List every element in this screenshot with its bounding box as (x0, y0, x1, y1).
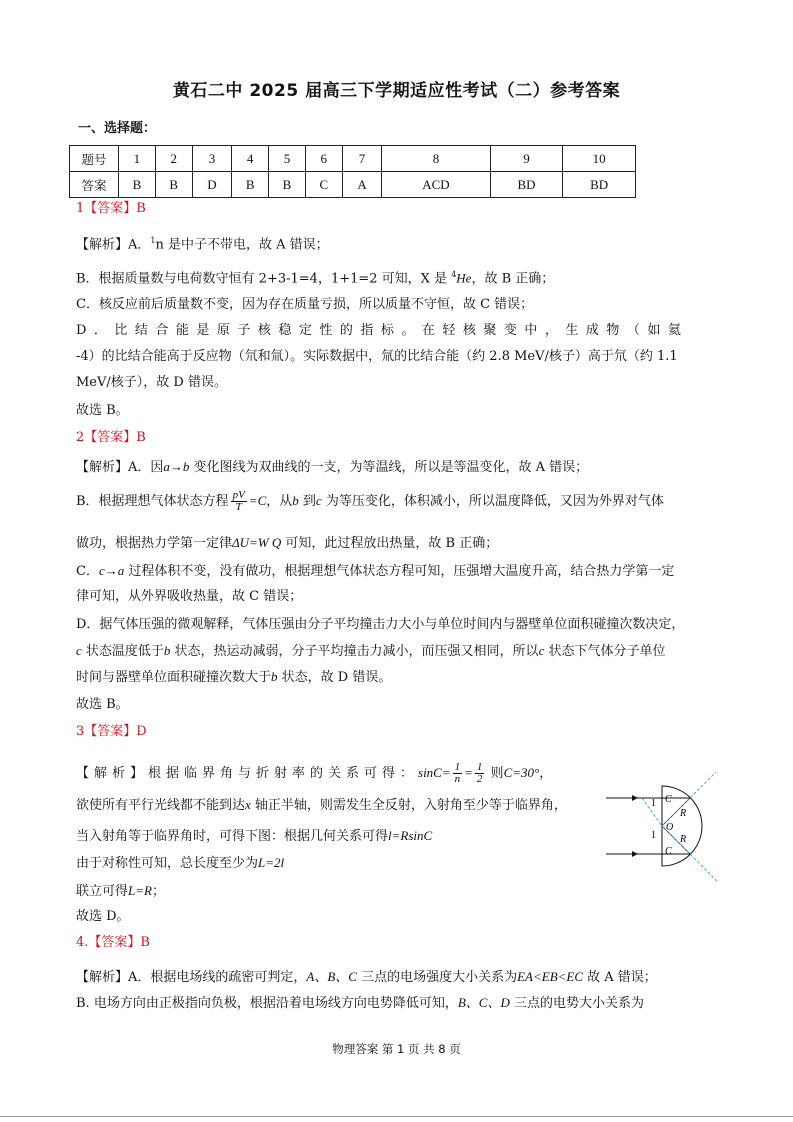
table-header-cell: 答案 (70, 172, 119, 198)
label-c-bottom: C (665, 846, 672, 857)
text: ； (151, 884, 165, 899)
text: 到 (298, 494, 316, 509)
page-title: 黄石二中 2025 届高三下学期适应性考试（二）参考答案 (172, 81, 621, 101)
text: 变化图线为双曲线的一支，为等温线，所以是等温变化，故 A 错误； (189, 460, 589, 475)
math-var: c (315, 493, 322, 508)
math-var: b (292, 493, 299, 508)
frac-denominator: 2 (476, 773, 483, 785)
page-footer: 物理答案 第 1 页 共 8 页 (332, 1042, 461, 1056)
math-var: b (271, 669, 278, 684)
math-expr: B、C、D (457, 995, 510, 1010)
table-row-numbers (70, 146, 636, 172)
q1-analysis-d: D．比结合能是原子核稳定性的指标。在轻核聚变中，生成物（如氦 (76, 323, 689, 338)
label-r-top: R (680, 808, 687, 819)
text: 【解析】A．根据电场线的疏密可判定， (76, 970, 307, 985)
helium-symbol: He (456, 270, 472, 286)
arrow-icon (632, 795, 638, 801)
text: n 是中子不带电，故 A 错误； (155, 237, 329, 253)
q1-answer-heading: 1【答案】B (76, 201, 146, 216)
text: 由于对称性可知，总长度至少为 (76, 856, 259, 871)
q2-analysis-c-cont: 律可知，从外界吸收热量，故 C 错误； (76, 589, 303, 604)
semicircle-refraction-diagram (602, 772, 732, 882)
fraction-1-over-2 (475, 762, 485, 785)
math-expr: l=RsinC (388, 828, 433, 843)
math-expr: A、B、C (306, 969, 357, 984)
text: 故 A 错误； (583, 970, 657, 985)
q2-analysis-b (76, 490, 664, 513)
nuclide-superscript: 4 (451, 270, 457, 279)
q1-conclusion: 故选 B。 (76, 403, 129, 418)
table-cell: C (305, 172, 342, 198)
q2-analysis-d-cont (76, 642, 665, 661)
math-expr: a→b (163, 459, 190, 474)
text: 欲使所有平行光线都不能到达 (76, 798, 246, 813)
table-cell: 10 (563, 146, 636, 172)
table-cell: ACD (382, 172, 490, 198)
frac-numerator: pV (232, 489, 245, 501)
q3-analysis-3 (76, 827, 432, 846)
q2-analysis-a (76, 458, 588, 477)
section-heading-choice: 一、选择题： (78, 121, 157, 136)
text: 轴正半轴，则需发生全反射，入射角至少等于临界角， (250, 798, 567, 813)
math-expr: ΔU=W Q (232, 535, 282, 550)
answer-table (69, 145, 636, 198)
text: 为等压变化，体积减小，所以温度降低，又因为外界对气体 (321, 494, 664, 509)
q3-analysis-4 (76, 854, 284, 873)
q2-conclusion: 故选 B。 (76, 697, 129, 712)
table-cell: B (155, 172, 192, 198)
table-cell: A (342, 172, 382, 198)
text: ， (539, 766, 553, 781)
text: 做功，根据热力学第一定律 (76, 536, 233, 551)
text: 【解析】根据临界角与折射率的关系可得： (76, 766, 419, 781)
normal-line-top (662, 772, 728, 826)
q3-answer-heading: 3【答案】D (76, 724, 147, 739)
math-expr: L=2l (258, 855, 285, 870)
text: 状态，热运动减弱，分子平均撞击力减小，而压强又相同，所以 (170, 644, 539, 659)
table-cell: 3 (192, 146, 232, 172)
table-cell: 2 (155, 146, 192, 172)
frac-numerator: 1 (476, 761, 483, 773)
arrow-icon (632, 851, 638, 857)
text: 【解析】A． (76, 237, 151, 253)
label-r-bottom: R (680, 834, 687, 845)
text: ，故 B 正确； (471, 271, 555, 287)
q4-analysis-a (76, 968, 657, 987)
q4-analysis-b (76, 994, 644, 1013)
q4-answer-heading: 4.【答案】B (76, 935, 150, 950)
table-cell: BD (563, 172, 636, 198)
table-cell: 7 (342, 146, 382, 172)
table-cell: 8 (382, 146, 490, 172)
label-1-bottom: 1 (651, 830, 656, 841)
gas-law-fraction (231, 490, 247, 513)
text: ，从 (266, 494, 293, 509)
q3-analysis-2 (76, 796, 567, 815)
text: 三点的电势大小关系为 (509, 996, 644, 1011)
q2-analysis-b-cont (76, 534, 498, 553)
text: 【解析】A．因 (76, 460, 164, 475)
q1-analysis-b (76, 266, 554, 288)
text: 三点的电场强度大小关系为 (356, 970, 518, 985)
text: 过程体积不变，没有做功，根据理想气体状态方程可知，压强增大温度升高，结合热力学第一定 (124, 564, 675, 579)
table-cell: B (269, 172, 306, 198)
table-cell: 1 (119, 146, 156, 172)
text: 状态下气体分子单位 (544, 644, 666, 659)
table-cell: D (192, 172, 232, 198)
table-cell: B (119, 172, 156, 198)
q2-answer-heading: 2【答案】B (76, 430, 146, 445)
q1-analysis-d-cont: -4）的比结合能高于反应物（氘和氚）。实际数据中，氚的比结合能（约 2.8 MeV/核子）高于氘（约 1.1 (76, 349, 678, 364)
frac-numerator: 1 (454, 761, 461, 773)
text: B. 电场方向由正极指向负极，根据沿着电场线方向电势降低可知， (76, 996, 458, 1011)
text: 当入射角等于临界角时，可得下图：根据几何关系可得 (76, 829, 389, 844)
math-expr: =C (248, 493, 267, 508)
table-row-answers (70, 172, 636, 198)
frac-denominator: T (235, 501, 242, 513)
math-expr: sinC= (418, 765, 451, 780)
q3-analysis-5 (76, 882, 165, 901)
text: 状态温度低于 (81, 644, 164, 659)
math-var: x (245, 797, 251, 812)
fraction-1-over-n (453, 762, 463, 785)
table-cell: B (232, 172, 269, 198)
text: C． (76, 564, 99, 579)
text: 时间与器壁单位面积碰撞次数大于 (76, 670, 272, 685)
math-expr: c→a (98, 563, 125, 578)
math-expr: EA<EB<EC (517, 969, 584, 984)
text: 状态，故 D 错误。 (277, 670, 392, 685)
table-cell: BD (490, 172, 563, 198)
frac-denominator: n (454, 773, 461, 785)
text: B．根据理想气体状态方程 (76, 494, 229, 509)
math-expr: L=R (128, 883, 152, 898)
q3-conclusion: 故选 D。 (76, 909, 130, 924)
table-cell: 4 (232, 146, 269, 172)
q1-analysis-c: C．核反应前后质量数不变，因为存在质量亏损，所以质量不守恒，故 C 错误； (76, 297, 534, 312)
divider (0, 1116, 793, 1117)
q2-analysis-d: D．据气体压强的微观解释，气体压强由分子平均撞击力大小与单位时间内与器壁单位面积碰撞次数决定， (76, 617, 685, 632)
table-cell: 9 (490, 146, 563, 172)
q1-analysis-d-end: MeV/核子），故 D 错误。 (76, 375, 227, 390)
label-c-top: C (665, 794, 672, 805)
q3-analysis-1 (76, 762, 552, 785)
math-expr: C=30° (503, 765, 540, 780)
nuclide-superscript: 1 (150, 236, 156, 245)
q1-analysis-a (76, 232, 329, 254)
label-o: O (666, 822, 674, 833)
text: B．根据质量数与电荷数守恒有 2+3-1=4，1+1=2 可知，X 是 (76, 271, 452, 287)
math-expr: = (464, 765, 473, 780)
text: 联立可得 (76, 884, 129, 899)
table-cell: 6 (305, 146, 342, 172)
math-var: c (76, 643, 82, 658)
text: 可知，此过程放出热量，故 B 正确； (281, 536, 499, 551)
q2-analysis-d-end (76, 668, 391, 687)
table-cell: 5 (269, 146, 306, 172)
table-header-cell: 题号 (70, 146, 119, 172)
math-var: b (163, 643, 171, 658)
math-var: c (538, 643, 545, 658)
label-1-top: 1 (651, 798, 656, 809)
q2-analysis-c (76, 562, 674, 581)
text: 则 (486, 766, 504, 781)
